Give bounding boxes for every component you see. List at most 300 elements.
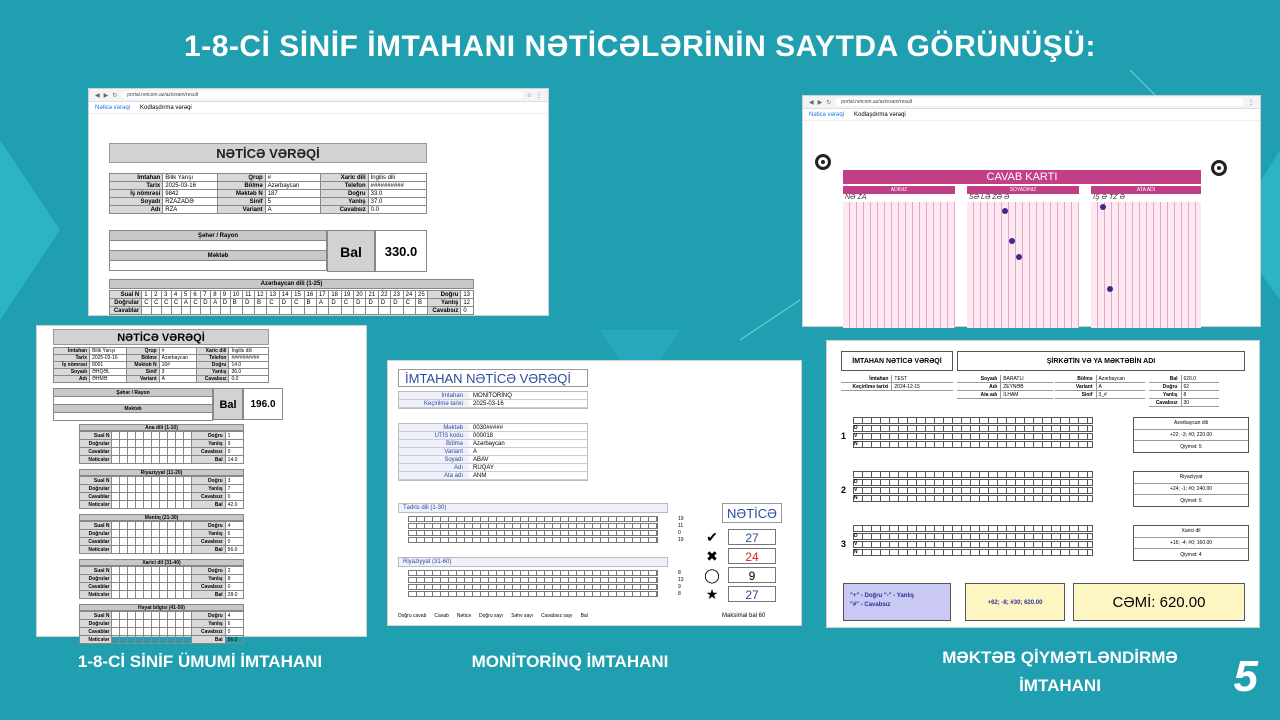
info-key: Sinif xyxy=(1081,392,1093,398)
cell xyxy=(341,307,353,315)
cell: Bölmə xyxy=(126,355,159,362)
subject-name: Həyat bilgisi (41-50) xyxy=(79,604,244,611)
cell xyxy=(144,612,152,620)
subject-score: +16; -4; #0; 160.00 xyxy=(1134,537,1248,549)
cell: D xyxy=(279,299,291,307)
cell xyxy=(152,575,160,583)
info-row xyxy=(1149,383,1219,391)
cell xyxy=(144,522,152,530)
cell xyxy=(144,567,152,575)
cell: 5 xyxy=(181,291,191,299)
subject-name: Məntiq (21-30) xyxy=(79,514,244,521)
cell: Soyadı xyxy=(54,369,90,376)
cell xyxy=(136,485,144,493)
grid-row xyxy=(408,577,658,583)
info-row xyxy=(399,400,587,408)
school-label: Məktəb xyxy=(54,405,213,413)
col-header-name: ADINIZ xyxy=(843,186,955,194)
cell xyxy=(230,307,242,315)
subject-score: +24; -1; #0; 240.00 xyxy=(1134,483,1248,495)
cell: Doğru xyxy=(192,477,225,485)
cell: D xyxy=(243,299,255,307)
cell xyxy=(162,307,172,315)
cell xyxy=(176,432,184,440)
handwritten-name: NƏ ZA xyxy=(845,194,867,201)
answer-grid-row xyxy=(853,549,1093,556)
reload-icon[interactable]: ↻ xyxy=(826,99,832,106)
cell xyxy=(112,477,120,485)
cell xyxy=(128,591,136,599)
info-key: Yanlış xyxy=(1163,392,1178,398)
info-row xyxy=(957,375,1053,383)
info-row xyxy=(399,432,587,440)
cell: Cavablar xyxy=(80,628,112,636)
table-row xyxy=(54,389,213,397)
cell xyxy=(120,477,128,485)
cell xyxy=(176,522,184,530)
cell xyxy=(168,546,176,554)
cell xyxy=(120,432,128,440)
cell xyxy=(112,620,120,628)
cell: RZAZADƏ xyxy=(163,198,217,206)
cell: D xyxy=(354,299,366,307)
bubble-grid-name xyxy=(843,202,955,328)
table-row xyxy=(110,307,474,315)
cell xyxy=(191,307,201,315)
table-row xyxy=(80,620,244,628)
menu-icon[interactable]: ⋮ xyxy=(536,92,542,99)
cell: Yanlış xyxy=(192,485,225,493)
cell: Qrup xyxy=(217,174,265,182)
cell: Yanlış xyxy=(192,575,225,583)
info-row xyxy=(1149,399,1219,407)
info-row xyxy=(399,424,587,432)
cell xyxy=(254,307,266,315)
cell xyxy=(184,546,192,554)
menu-icon[interactable]: ⋮ xyxy=(1248,99,1254,106)
cell: 0.0 xyxy=(229,376,269,383)
cell: Doğrular xyxy=(80,440,112,448)
cell xyxy=(136,477,144,485)
cell: A xyxy=(316,299,328,307)
subject-block xyxy=(841,525,1251,573)
cell: C xyxy=(341,299,353,307)
subject-block xyxy=(79,424,244,464)
school-value xyxy=(54,413,213,421)
cell: ########## xyxy=(368,182,426,190)
info-row xyxy=(399,472,587,480)
subject-result xyxy=(1133,471,1249,507)
bubble-grid-father xyxy=(1091,202,1201,328)
cell: Sual N xyxy=(80,612,112,620)
cell xyxy=(160,636,168,644)
cell xyxy=(152,440,160,448)
cell xyxy=(112,612,120,620)
table-row xyxy=(80,583,244,591)
screenshot-answer-card xyxy=(802,95,1261,327)
cell xyxy=(152,493,160,501)
school-label: Məktəb xyxy=(110,251,327,261)
cell xyxy=(176,477,184,485)
cell xyxy=(136,448,144,456)
cell: 14.0 xyxy=(229,362,269,369)
row-letter: D xyxy=(854,425,858,431)
cell: Sual N xyxy=(110,291,142,299)
table-row xyxy=(80,530,244,538)
legend-item: Səhv sayı xyxy=(511,613,534,619)
cell: Sual N xyxy=(80,522,112,530)
address-bar[interactable]: portal.netcom.az/az/exam/result xyxy=(121,91,522,99)
cell: 11 xyxy=(243,291,255,299)
info-right xyxy=(1149,375,1219,407)
cell xyxy=(144,530,152,538)
cell xyxy=(168,575,176,583)
info-row xyxy=(399,464,587,472)
cell xyxy=(136,501,144,509)
table-row xyxy=(54,413,213,421)
cell xyxy=(128,583,136,591)
cell: Variant xyxy=(126,376,159,383)
forward-icon[interactable]: ▶ xyxy=(817,99,823,106)
info-left xyxy=(841,375,953,391)
cell xyxy=(112,591,120,599)
cell: 56.0 xyxy=(225,546,243,554)
cell: 3 xyxy=(162,291,172,299)
tab-coding[interactable]: Kodlaşdırma vərəqi xyxy=(140,104,192,111)
cell xyxy=(329,307,341,315)
answer-grid-row xyxy=(853,441,1093,448)
cell: 2 xyxy=(225,567,243,575)
cell: 0.0 xyxy=(368,206,426,214)
cell xyxy=(120,546,128,554)
back-icon[interactable]: ◀ xyxy=(95,92,100,99)
cell xyxy=(120,538,128,546)
cell xyxy=(152,530,160,538)
row-letter: V xyxy=(854,433,858,439)
cell xyxy=(120,456,128,464)
info-key: Soyadı xyxy=(980,376,998,382)
legend-item: Bal xyxy=(580,613,588,619)
cell: 0 xyxy=(461,307,474,315)
cell xyxy=(144,477,152,485)
cell: Nəticələr xyxy=(80,456,112,464)
info-key: Keçirilmə tarixi xyxy=(852,384,889,390)
table-row xyxy=(80,432,244,440)
cell: Doğrular xyxy=(110,299,142,307)
cell xyxy=(152,583,160,591)
table-row xyxy=(80,493,244,501)
cell: Nəticələr xyxy=(80,546,112,554)
cell: Cavabsız xyxy=(428,307,461,315)
cell: B xyxy=(254,299,266,307)
result-correct: 27 xyxy=(728,529,776,545)
cell xyxy=(292,307,304,315)
cell: Soyadı xyxy=(110,198,163,206)
cell xyxy=(243,307,255,315)
cell: 36.0 xyxy=(229,369,269,376)
cell: 1 xyxy=(142,291,152,299)
cell xyxy=(378,307,390,315)
label-school-exam-1: MƏKTƏB QİYMƏTLƏNDİRMƏ xyxy=(942,648,1178,667)
star-icon[interactable]: ☆ xyxy=(526,92,532,99)
page-tabs xyxy=(89,102,548,114)
cell xyxy=(176,440,184,448)
table-row xyxy=(110,174,427,182)
cell xyxy=(168,440,176,448)
cell xyxy=(184,530,192,538)
subject-name: Ana dili (1-10) xyxy=(79,424,244,431)
tab-result[interactable]: Nəticə vərəqi xyxy=(95,104,131,111)
cell xyxy=(152,448,160,456)
cross-icon: ✖ xyxy=(706,548,718,564)
grid-row xyxy=(408,530,658,536)
answer-grid-row xyxy=(853,425,1093,432)
cell xyxy=(168,485,176,493)
cell xyxy=(176,546,184,554)
cell xyxy=(144,546,152,554)
cell: Sinif xyxy=(126,369,159,376)
cell xyxy=(112,546,120,554)
info-row xyxy=(399,392,587,400)
cell: C xyxy=(152,299,162,307)
back-icon[interactable]: ◀ xyxy=(809,99,814,106)
cell xyxy=(176,530,184,538)
cell: Yanlış xyxy=(192,440,225,448)
cell: Cavablar xyxy=(80,583,112,591)
cell: B xyxy=(416,299,428,307)
cell xyxy=(120,485,128,493)
cell xyxy=(144,440,152,448)
cell: 7 xyxy=(225,485,243,493)
cell: Xaric dili xyxy=(197,348,229,355)
cell xyxy=(120,493,128,501)
cell xyxy=(144,501,152,509)
cell: 187 xyxy=(265,190,321,198)
cell: 2025-03-16 xyxy=(163,182,217,190)
cell xyxy=(120,628,128,636)
cell xyxy=(152,538,160,546)
info-key: UTİS kodu xyxy=(399,432,469,439)
cell: A xyxy=(211,299,221,307)
cell xyxy=(136,440,144,448)
cell xyxy=(184,456,192,464)
cell: Sual N xyxy=(80,432,112,440)
cell: Yanlış xyxy=(197,369,229,376)
cell xyxy=(142,307,152,315)
cell xyxy=(160,493,168,501)
cell xyxy=(168,567,176,575)
cell xyxy=(128,628,136,636)
address-bar[interactable]: portal.netcom.az/az/exam/result xyxy=(835,98,1244,106)
cell xyxy=(354,307,366,315)
subject-name: Riyaziyyat xyxy=(1179,474,1203,480)
cell xyxy=(144,591,152,599)
info-row xyxy=(1149,375,1219,383)
cell: C xyxy=(191,299,201,307)
answer-grid-row xyxy=(853,533,1093,540)
result-wrong: 24 xyxy=(728,548,776,564)
city-value xyxy=(110,241,327,251)
cell: Cavabsız xyxy=(192,538,225,546)
city-label: Şəhər / Rayon xyxy=(54,389,213,397)
legend xyxy=(398,613,588,619)
card-title: CAVAB KARTI xyxy=(843,170,1201,184)
cell xyxy=(181,307,191,315)
cell xyxy=(391,307,403,315)
tab-coding[interactable]: Kodlaşdırma vərəqi xyxy=(854,111,906,118)
info-table xyxy=(109,173,427,214)
result-title: NƏTİCƏ xyxy=(722,503,782,523)
cell xyxy=(160,583,168,591)
cell: A xyxy=(265,206,321,214)
cell xyxy=(168,612,176,620)
answer-grid xyxy=(109,290,474,315)
cell xyxy=(316,307,328,315)
city-value xyxy=(54,397,213,405)
cell xyxy=(160,440,168,448)
sheet-title: NƏTİCƏ VƏRƏQİ xyxy=(53,329,269,345)
table-row xyxy=(80,538,244,546)
info-value: Azərbaycan xyxy=(473,441,505,447)
grid-row xyxy=(408,516,658,522)
subject-result xyxy=(1133,525,1249,561)
cell: 18 xyxy=(329,291,341,299)
info-value: 0030##### xyxy=(473,425,504,431)
table-row xyxy=(80,448,244,456)
cell: 4 xyxy=(225,522,243,530)
cell xyxy=(120,522,128,530)
cell xyxy=(136,583,144,591)
cell xyxy=(160,538,168,546)
cell xyxy=(112,448,120,456)
cell: Doğru xyxy=(428,291,461,299)
cell: Sual N xyxy=(80,567,112,575)
cell xyxy=(112,575,120,583)
cell: 5 xyxy=(265,198,321,206)
cell xyxy=(403,307,415,315)
cell xyxy=(144,485,152,493)
cell: Doğrular xyxy=(80,485,112,493)
cell xyxy=(152,432,160,440)
cell: RZA xyxy=(163,206,217,214)
cell: Doğru xyxy=(321,190,368,198)
stat: 19 xyxy=(678,537,684,543)
cell: 3 xyxy=(159,369,197,376)
cell: Nəticələr xyxy=(80,591,112,599)
star-icon: ★ xyxy=(705,586,719,602)
cell xyxy=(136,432,144,440)
cell xyxy=(160,620,168,628)
cell xyxy=(184,591,192,599)
cell xyxy=(136,620,144,628)
cell: 4 xyxy=(171,291,181,299)
cell xyxy=(112,567,120,575)
table-row xyxy=(110,190,427,198)
info-row xyxy=(957,383,1053,391)
section2-grid xyxy=(408,570,658,598)
info-key: Ata adı xyxy=(980,392,998,398)
tab-result[interactable]: Nəticə vərəqi xyxy=(809,111,845,118)
info-value: ABAV xyxy=(473,457,489,463)
cell xyxy=(144,628,152,636)
grid-row xyxy=(408,523,658,529)
cell xyxy=(160,448,168,456)
subject-table xyxy=(79,476,244,509)
cell xyxy=(144,493,152,501)
cell xyxy=(144,456,152,464)
cell: 0 xyxy=(225,493,243,501)
section1-header: Tədris dili (1-30) xyxy=(398,503,668,513)
table-row xyxy=(110,206,427,214)
cell xyxy=(144,432,152,440)
info-table xyxy=(53,347,269,383)
cell xyxy=(128,448,136,456)
cell: ƏHMƏ xyxy=(90,376,127,383)
cell: Tarix xyxy=(54,355,90,362)
bal-value: 330.0 xyxy=(375,230,427,272)
cell: 15 xyxy=(292,291,304,299)
cell: 8 xyxy=(225,575,243,583)
cell: Doğru xyxy=(192,612,225,620)
info-value: 3_# xyxy=(1096,391,1146,398)
stat: 8 xyxy=(678,591,681,597)
cell xyxy=(176,628,184,636)
cell: 0 xyxy=(225,583,243,591)
subject-number: 3 xyxy=(841,539,847,549)
subject-table xyxy=(79,611,244,644)
cell: 6 xyxy=(225,620,243,628)
cell: 17 xyxy=(316,291,328,299)
cell xyxy=(120,501,128,509)
cell: 10 xyxy=(230,291,242,299)
cell xyxy=(176,485,184,493)
cell xyxy=(128,612,136,620)
cell xyxy=(176,493,184,501)
cell: # xyxy=(159,348,197,355)
cell: 2 xyxy=(152,291,162,299)
info-key: Bölmə xyxy=(1077,376,1093,382)
cell: 56.0 xyxy=(225,636,243,644)
cell: 16# xyxy=(159,362,197,369)
cell xyxy=(144,448,152,456)
cell: # xyxy=(265,174,321,182)
cell xyxy=(304,307,316,315)
table-row xyxy=(110,198,427,206)
cell: D xyxy=(378,299,390,307)
cell xyxy=(128,485,136,493)
cell xyxy=(168,628,176,636)
cell xyxy=(160,612,168,620)
cell xyxy=(176,636,184,644)
forward-icon[interactable]: ▶ xyxy=(103,92,109,99)
cell: 19 xyxy=(341,291,353,299)
cell xyxy=(128,530,136,538)
cell xyxy=(168,501,176,509)
cell xyxy=(136,493,144,501)
row-letter: N xyxy=(854,549,858,555)
cell xyxy=(168,432,176,440)
cell xyxy=(136,575,144,583)
cell xyxy=(184,583,192,591)
cell: C xyxy=(267,299,279,307)
cell: 33.0 xyxy=(368,190,426,198)
cell xyxy=(144,583,152,591)
subject-block xyxy=(79,559,244,599)
cell: Adı xyxy=(110,206,163,214)
cell: Sinif xyxy=(217,198,265,206)
school-value xyxy=(110,261,327,271)
reload-icon[interactable]: ↻ xyxy=(112,92,118,99)
